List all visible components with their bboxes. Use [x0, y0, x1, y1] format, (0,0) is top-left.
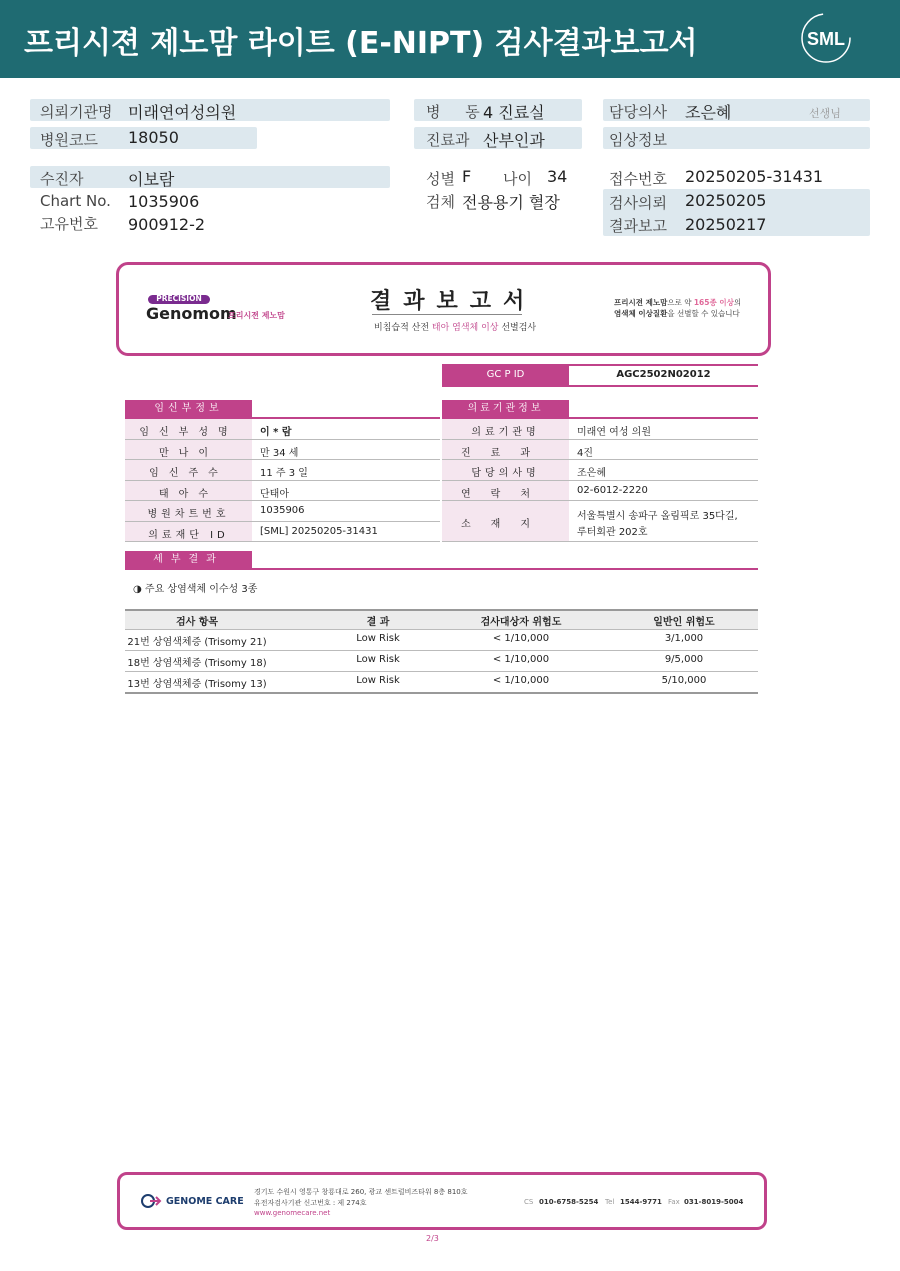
- genome-care-logo-icon: [140, 1193, 162, 1209]
- results-column-header: 결 과: [366, 617, 390, 628]
- dept-label: 진료과: [426, 131, 470, 149]
- specimen-value: 전용용기 혈장: [462, 193, 560, 212]
- footer-tel-label: Tel: [605, 1198, 615, 1206]
- results-cell: Low Risk: [356, 633, 400, 644]
- footer-url[interactable]: www.genomecare.net: [254, 1209, 331, 1217]
- pregnancy-key: 병원차트번호: [147, 509, 230, 520]
- institution-value: 미래연여성의원: [128, 103, 237, 122]
- results-column-header: 일반인 위험도: [653, 617, 715, 628]
- page-title: 프리시젼 제노맘 라이트 (E-NIPT) 검사결과보고서: [24, 26, 698, 61]
- medical-value: 조은혜: [577, 468, 606, 479]
- results-cell: 21번 상염색체증 (Trisomy 21): [127, 637, 267, 648]
- hospital-code-value: 18050: [128, 128, 179, 147]
- medical-key: 연락처: [461, 488, 550, 500]
- ward-label: 병 동: [426, 103, 490, 121]
- results-cell: 3/1,000: [664, 633, 704, 644]
- results-cell: Low Risk: [356, 654, 400, 665]
- doctor-title: 선생님: [809, 107, 841, 120]
- medical-header: 의료기관정보: [442, 400, 569, 418]
- results-cell: 13번 상염색체증 (Trisomy 13): [127, 679, 267, 690]
- medical-key: 소재지: [461, 519, 550, 530]
- report-title-underline: [372, 314, 522, 315]
- results-cell: < 1/10,000: [492, 633, 550, 644]
- medical-key: 진료과: [461, 447, 550, 459]
- results-cell: Low Risk: [356, 675, 400, 686]
- page-number: 2/3: [426, 1234, 439, 1243]
- id-value: 900912-2: [128, 215, 206, 234]
- footer-cs-number: 010-6758-5254: [539, 1198, 599, 1206]
- results-column-header: 검사대상자 위험도: [480, 617, 562, 628]
- medical-key: 의료기관명: [471, 427, 540, 438]
- gcp-bottom-line: [442, 385, 758, 387]
- report-value: 20250217: [685, 215, 767, 234]
- request-value: 20250205: [685, 191, 767, 210]
- pregnancy-header: 임신부정보: [125, 400, 252, 418]
- clinical-label: 임상정보: [609, 131, 667, 149]
- detail-header: 세부결과: [125, 551, 252, 569]
- medical-value: 4진: [577, 447, 594, 459]
- results-row-line: [125, 650, 758, 651]
- pregnancy-value: 만 34 세: [260, 447, 299, 459]
- footer-cs-label: CS: [524, 1198, 534, 1206]
- ward-value: 4 진료실: [483, 103, 545, 122]
- results-bottom-line: [125, 692, 758, 694]
- pregnancy-value: 이 * 람: [260, 427, 292, 438]
- pregnancy-value: [SML] 20250205-31431: [260, 525, 378, 537]
- hospital-code-label: 병원코드: [40, 131, 98, 149]
- medical-value-line2: 루터회관 202호: [577, 527, 648, 538]
- genomom-brand: Genomom: [146, 304, 237, 323]
- institution-label: 의뢰기관명: [40, 103, 113, 121]
- footer-tel-number: 1544-9771: [620, 1198, 662, 1206]
- genomom-brand-sub: 프리시젼 제노맘: [228, 311, 285, 320]
- medical-value: 미래연 여성 의원: [577, 427, 651, 438]
- results-row-line: [125, 671, 758, 672]
- footer-address: 경기도 수원시 영통구 창룡대로 260, 광교 센트럴비즈타워 8층 810호: [254, 1188, 468, 1196]
- receipt-label: 접수번호: [609, 170, 667, 188]
- sml-logo-text: SML: [807, 29, 845, 49]
- id-label: 고유번호: [40, 215, 98, 233]
- chart-value: 1035906: [128, 192, 200, 211]
- gcp-top-line: [442, 364, 758, 366]
- report-label: 결과보고: [609, 217, 667, 235]
- report-title: 결과보고서: [370, 289, 537, 314]
- specimen-label: 검체: [426, 193, 455, 211]
- medical-value: 02-6012-2220: [577, 484, 648, 496]
- results-column-header: 검사 항목: [175, 617, 219, 628]
- doctor-label: 담당의사: [609, 103, 667, 121]
- pregnancy-key: 임신주수: [149, 468, 228, 479]
- pregnancy-key: 임신부성명: [139, 427, 238, 438]
- genome-care-brand: GENOME CARE: [166, 1196, 244, 1207]
- precision-badge-text: PRECISION: [156, 294, 202, 303]
- request-label: 검사의뢰: [609, 194, 667, 212]
- medical-value: 서울특별시 송파구 올림픽로 35다길,: [577, 511, 738, 522]
- results-cell: 5/10,000: [661, 675, 707, 686]
- receipt-value: 20250205-31431: [685, 167, 824, 186]
- age-value: 34: [547, 167, 568, 186]
- detail-header-line: [125, 568, 758, 570]
- report-subtitle: 비침습적 산전 태아 염색체 이상 선별검사: [374, 323, 537, 333]
- examinee-value: 이보람: [128, 170, 175, 189]
- pregnancy-row-line: [125, 541, 440, 542]
- dept-value: 산부인과: [483, 131, 545, 150]
- results-cell: < 1/10,000: [492, 654, 550, 665]
- pregnancy-value: 1035906: [260, 505, 305, 516]
- sex-value: F: [462, 167, 472, 186]
- pregnancy-key: 만나이: [159, 447, 218, 459]
- sex-label: 성별: [426, 170, 455, 188]
- detail-note: ◑ 주요 상염색체 이수성 3종: [133, 584, 258, 595]
- footer-fax-number: 031-8019-5004: [684, 1198, 744, 1206]
- medical-row-line: [442, 541, 758, 542]
- medical-key: 담당의사명: [471, 468, 540, 479]
- pregnancy-key: 의료재단 ID: [148, 529, 229, 541]
- gcp-id-value: AGC2502N02012: [616, 369, 711, 380]
- gcp-id-label: GC P ID: [442, 365, 569, 385]
- results-cell: < 1/10,000: [492, 675, 550, 686]
- report-tagline: 프리시젼 제노맘으로 약 165종 이상의 염색체 이상질환을 선별할 수 있습니다: [614, 298, 742, 318]
- examinee-bar: [30, 166, 390, 188]
- chart-label: Chart No.: [40, 192, 111, 210]
- footer-fax-label: Fax: [668, 1198, 680, 1206]
- pregnancy-value: 단태아: [260, 488, 289, 500]
- footer-registration: 유전자검사기관 신고번호 : 제 274호: [254, 1199, 367, 1207]
- examinee-label: 수진자: [40, 170, 84, 188]
- results-cell: 9/5,000: [664, 654, 704, 665]
- age-label: 나이: [503, 170, 532, 188]
- results-cell: 18번 상염색체증 (Trisomy 18): [127, 658, 267, 669]
- pregnancy-value: 11 주 3 일: [260, 468, 308, 479]
- sml-logo-icon: [800, 12, 852, 64]
- results-row-line: [125, 629, 758, 630]
- pregnancy-key: 태아수: [159, 488, 218, 500]
- doctor-value: 조은혜: [685, 103, 732, 122]
